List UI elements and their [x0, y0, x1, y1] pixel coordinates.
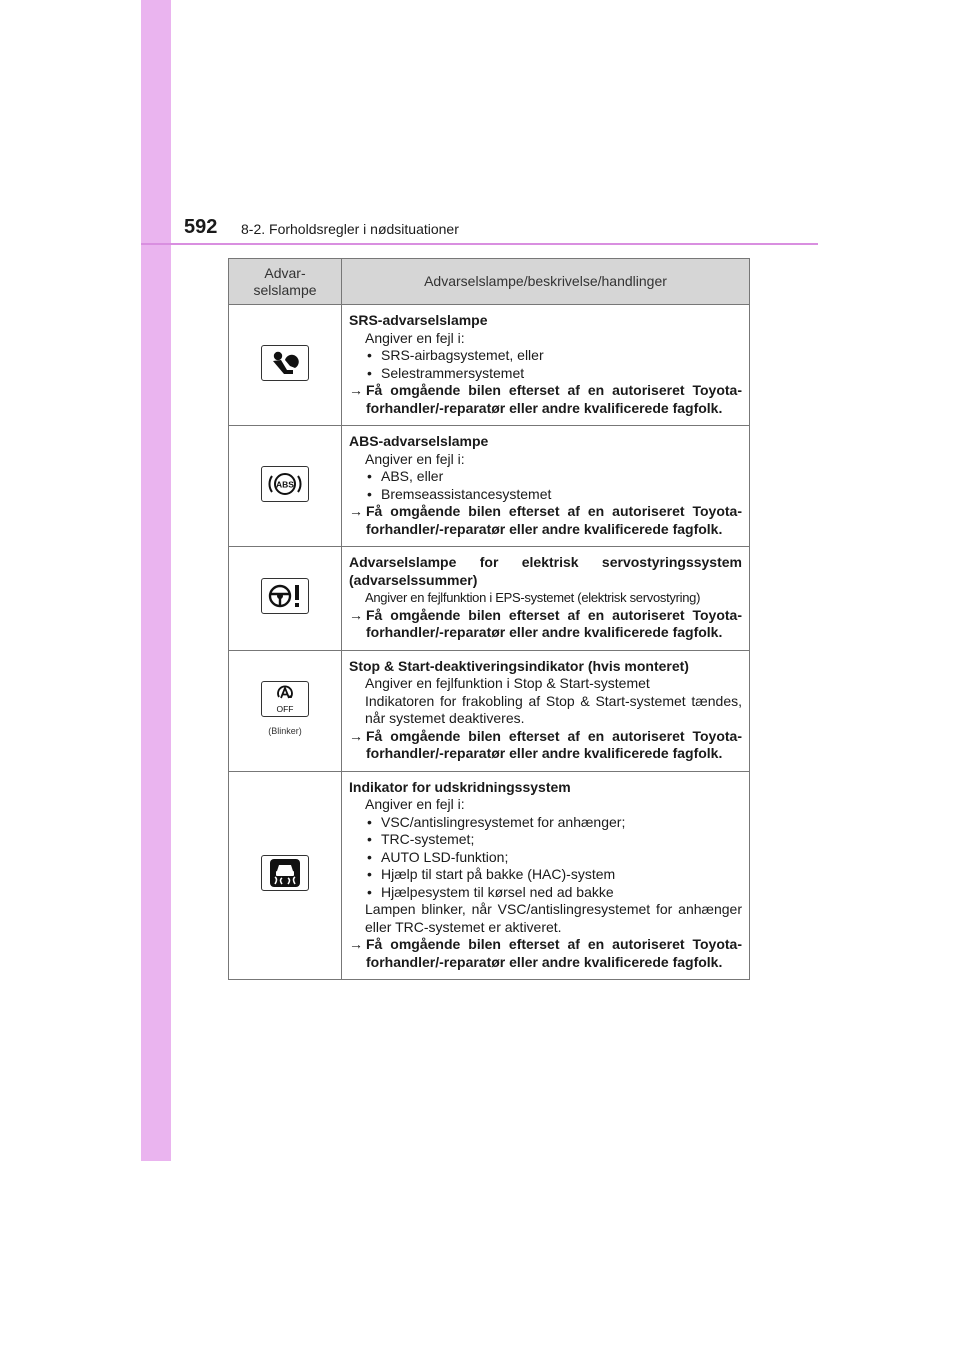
stop-start-off-icon [261, 681, 309, 717]
abs-icon [261, 466, 309, 502]
section-title: 8-2. Forholdsregler i nødsituationer [241, 221, 459, 237]
action-text: → Få omgående bilen efterset af en autoriseret Toyota-forhandler/-reparatør eller andre kvalificerede fagfolk. [349, 382, 742, 417]
list-item: • TRC-systemet; [349, 831, 742, 849]
lamp-title: Advarselslampe for elektrisk servostyringssystem (advarselssummer) [349, 554, 742, 588]
action-text: → Få omgående bilen efterset af en autoriseret Toyota-forhandler/-reparatør eller andre kvalificerede fagfolk. [349, 503, 742, 538]
abs-icon-label: ABS [276, 479, 294, 490]
description-cell [342, 547, 750, 651]
icon-cell [229, 305, 342, 426]
header-divider [141, 243, 818, 245]
table-row [229, 771, 750, 980]
description-cell [342, 305, 750, 426]
list-item: • AUTO LSD-funktion; [349, 849, 742, 867]
list-item: • ABS, eller [349, 468, 742, 486]
icon-cell [229, 547, 342, 651]
table-row [229, 547, 750, 651]
icon-cell [229, 426, 342, 547]
table-header-row [229, 259, 750, 305]
action-text: → Få omgående bilen efterset af en autoriseret Toyota-forhandler/-reparatør eller andre kvalificerede fagfolk. [349, 936, 742, 971]
description-cell [342, 771, 750, 980]
off-icon-label: OFF [276, 703, 294, 714]
column-header-icon: Advar- selslampe [229, 259, 342, 305]
side-tab-bar [141, 0, 171, 1161]
table-row [229, 426, 750, 547]
icon-cell [229, 650, 342, 771]
lamp-intro: Angiver en fejl i: [365, 450, 465, 467]
lamp-note: Indikatoren for frakobling af Stop & Start-systemet tændes, når systemet deaktiveres. [365, 692, 742, 726]
lamp-title: Indikator for udskridningssystem [349, 778, 571, 795]
table-row [229, 650, 750, 771]
list-item: • Bremseassistancesystemet [349, 486, 742, 504]
action-text: → Få omgående bilen efterset af en autoriseret Toyota-forhandler/-reparatør eller andre kvalificerede fagfolk. [349, 728, 742, 763]
page-number: 592 [184, 216, 218, 238]
description-cell [342, 426, 750, 547]
lamp-title: Stop & Start-deaktiveringsindikator (hvis monteret) [349, 657, 689, 674]
lamp-intro: Angiver en fejlfunktion i EPS-systemet (elektrisk servostyring) [365, 590, 701, 605]
icon-cell [229, 771, 342, 980]
blinker-note: (Blinker) [268, 726, 302, 736]
list-item: • VSC/antislingresystemet for anhænger; [349, 814, 742, 832]
warning-lamp-table [228, 258, 750, 980]
table-row [229, 305, 750, 426]
lamp-title: SRS-advarselslampe [349, 312, 488, 328]
lamp-title: ABS-advarselslampe [349, 433, 489, 449]
description-cell [342, 650, 750, 771]
eps-steering-icon [261, 578, 309, 614]
list-item: • Hjælp til start på bakke (HAC)-system [349, 866, 742, 884]
lamp-intro: Angiver en fejl i: [365, 329, 465, 346]
list-item: • Selestrammersystemet [349, 365, 742, 383]
lamp-note: Lampen blinker, når VSC/antislingresystemet for anhænger eller TRC-systemet er aktiveret. [365, 901, 742, 935]
lamp-intro: Angiver en fejl i: [365, 796, 465, 812]
list-item: • Hjælpesystem til kørsel ned ad bakke [349, 884, 742, 902]
column-header-description: Advarselslampe/beskrivelse/handlinger [342, 259, 750, 305]
list-item: • SRS-airbagsystemet, eller [349, 347, 742, 365]
slip-indicator-icon [261, 855, 309, 891]
action-text: → Få omgående bilen efterset af en autoriseret Toyota-forhandler/-reparatør eller andre kvalificerede fagfolk. [349, 607, 742, 642]
srs-airbag-icon [261, 345, 309, 381]
lamp-intro: Angiver en fejlfunktion i Stop & Start-systemet [365, 675, 650, 691]
